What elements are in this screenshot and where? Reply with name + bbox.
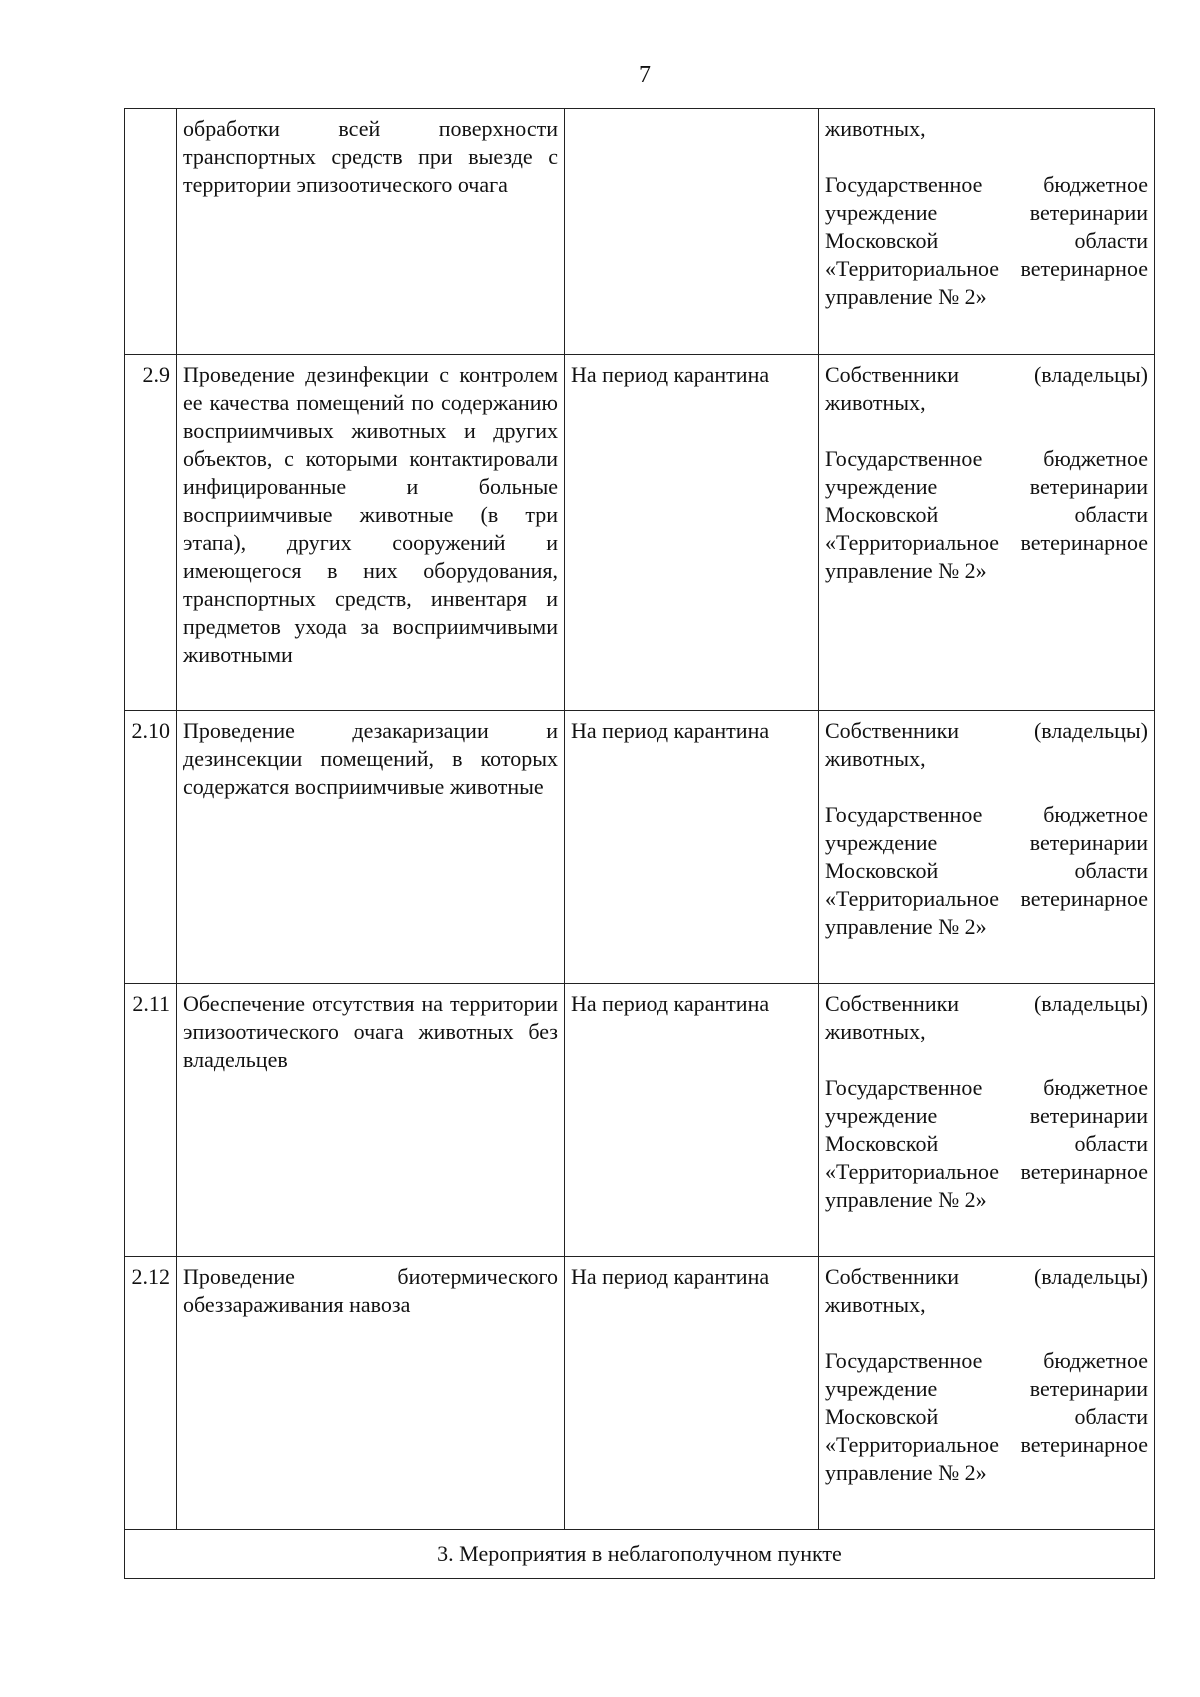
row-number-cell: 2.12 [125,1257,177,1530]
action-cell: Обеспечение отсутствия на территории эпизоотического очага животных без владельцев [177,984,565,1257]
responsible-cell [819,109,1155,355]
term-cell: На период карантина [565,355,819,711]
row-number-cell: 2.11 [125,984,177,1257]
table-row [125,711,1155,984]
page-number: 7 [639,62,651,88]
responsible-cell [819,711,1155,984]
responsible-cell [819,1257,1155,1530]
action-cell: Проведение дезинфекции с контролем ее качества помещений по содержанию восприимчивых животных и других объектов, с которыми контактировали инфицированные и больные восприимчивые животные (в три этапа), других сооружений и имеющегося в них оборудования, транспортных средств, инвентаря и предметов ухода за восприимчивыми животными [177,355,565,711]
row-number-cell [125,109,177,355]
action-cell: Проведение биотермического обеззараживания навоза [177,1257,565,1530]
row-number-cell: 2.9 [125,355,177,711]
term-cell [565,109,819,355]
responsible-line: Собственники (владельцы) животных, [825,1264,1148,1317]
responsible-line: Государственное бюджетное учреждение ветеринарии Московской области «Территориальное ветеринарное управление № 2» [825,802,1148,939]
action-cell: обработки всей поверхности транспортных средств при выезде с территории эпизоотического очага [177,109,565,355]
responsible-line: Собственники (владельцы) животных, [825,718,1148,771]
responsible-cell [819,984,1155,1257]
responsible-cell [819,355,1155,711]
section-heading: 3. Мероприятия в неблагополучном пункте [125,1530,1155,1579]
responsible-line: Собственники (владельцы) животных, [825,362,1148,415]
responsible-line: Государственное бюджетное учреждение ветеринарии Московской области «Территориальное ветеринарное управление № 2» [825,446,1148,583]
table-row [125,984,1155,1257]
table-row-continued [125,109,1155,355]
term-cell: На период карантина [565,711,819,984]
responsible-line: животных, [825,116,926,141]
action-cell: Проведение дезакаризации и дезинсекции помещений, в которых содержатся восприимчивые животные [177,711,565,984]
measures-table [124,108,1155,1579]
row-number-cell: 2.10 [125,711,177,984]
responsible-line: Собственники (владельцы) животных, [825,991,1148,1044]
responsible-line: Государственное бюджетное учреждение ветеринарии Московской области «Территориальное ветеринарное управление № 2» [825,172,1148,309]
term-cell: На период карантина [565,984,819,1257]
responsible-line: Государственное бюджетное учреждение ветеринарии Московской области «Территориальное ветеринарное управление № 2» [825,1348,1148,1485]
section-heading-row [125,1530,1155,1579]
table-row [125,1257,1155,1530]
responsible-line: Государственное бюджетное учреждение ветеринарии Московской области «Территориальное ветеринарное управление № 2» [825,1075,1148,1212]
term-cell: На период карантина [565,1257,819,1530]
table-row [125,355,1155,711]
